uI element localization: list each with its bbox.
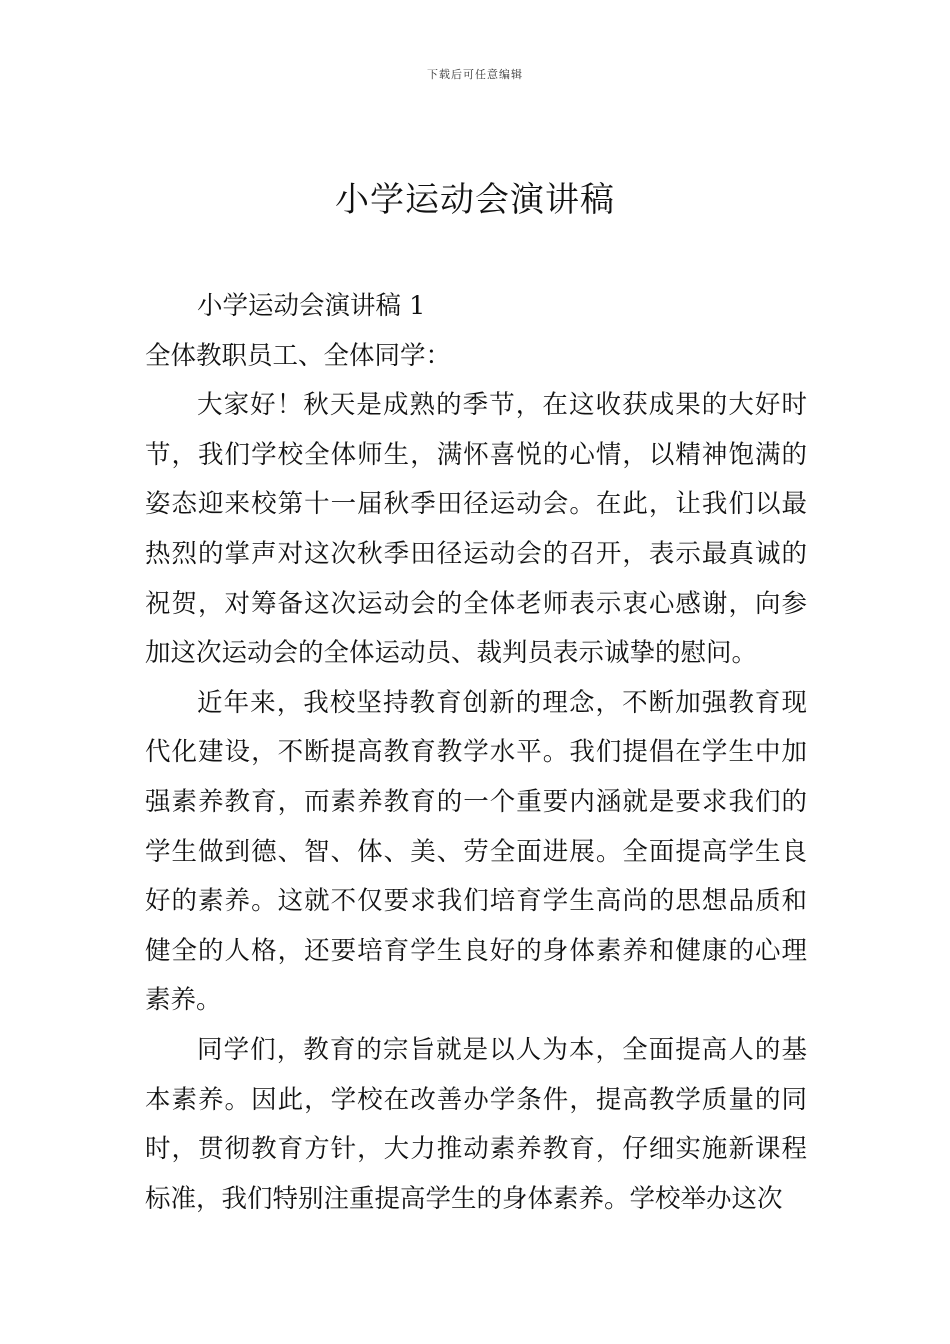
header-note: 下载后可任意编辑 — [427, 68, 523, 81]
document-body — [145, 282, 807, 1224]
paragraph-1: 大家好！秋天是成熟的季节，在这收获成果的大好时节，我们学校全体师生，满怀喜悦的心情，以精神饱满的姿态迎来校第十一届秋季田径运动会。在此，让我们以最热烈的掌声对这次秋季田径运动会的召开，表示最真诚的祝贺，对筹备这次运动会的全体老师表示衷心感谢，向参加这次运动会的全体运动员、裁判员表示诚挚的慰问。 — [145, 390, 807, 669]
speech-subheading: 小学运动会演讲稿 1 — [197, 291, 426, 321]
paragraph-2: 近年来，我校坚持教育创新的理念，不断加强教育现代化建设，不断提高教育教学水平。我们提倡在学生中加强素养教育，而素养教育的一个重要内涵就是要求我们的学生做到德、智、体、美、劳全面进展。全面提高学生良好的素养。这就不仅要求我们培育学生高尚的思想品质和健全的人格，还要培育学生良好的身体素养和健康的心理素养。 — [145, 687, 807, 1016]
document-title: 小学运动会演讲稿 — [335, 180, 615, 220]
paragraph-3: 同学们，教育的宗旨就是以人为本，全面提高人的基本素养。因此，学校在改善办学条件，提高教学质量的同时，贯彻教育方针，大力推动素养教育，仔细实施新课程标准，我们特别注重提高学生的身体素养。学校举办这次 — [145, 1034, 807, 1214]
greeting-line: 全体教职员工、全体同学： — [145, 340, 452, 371]
